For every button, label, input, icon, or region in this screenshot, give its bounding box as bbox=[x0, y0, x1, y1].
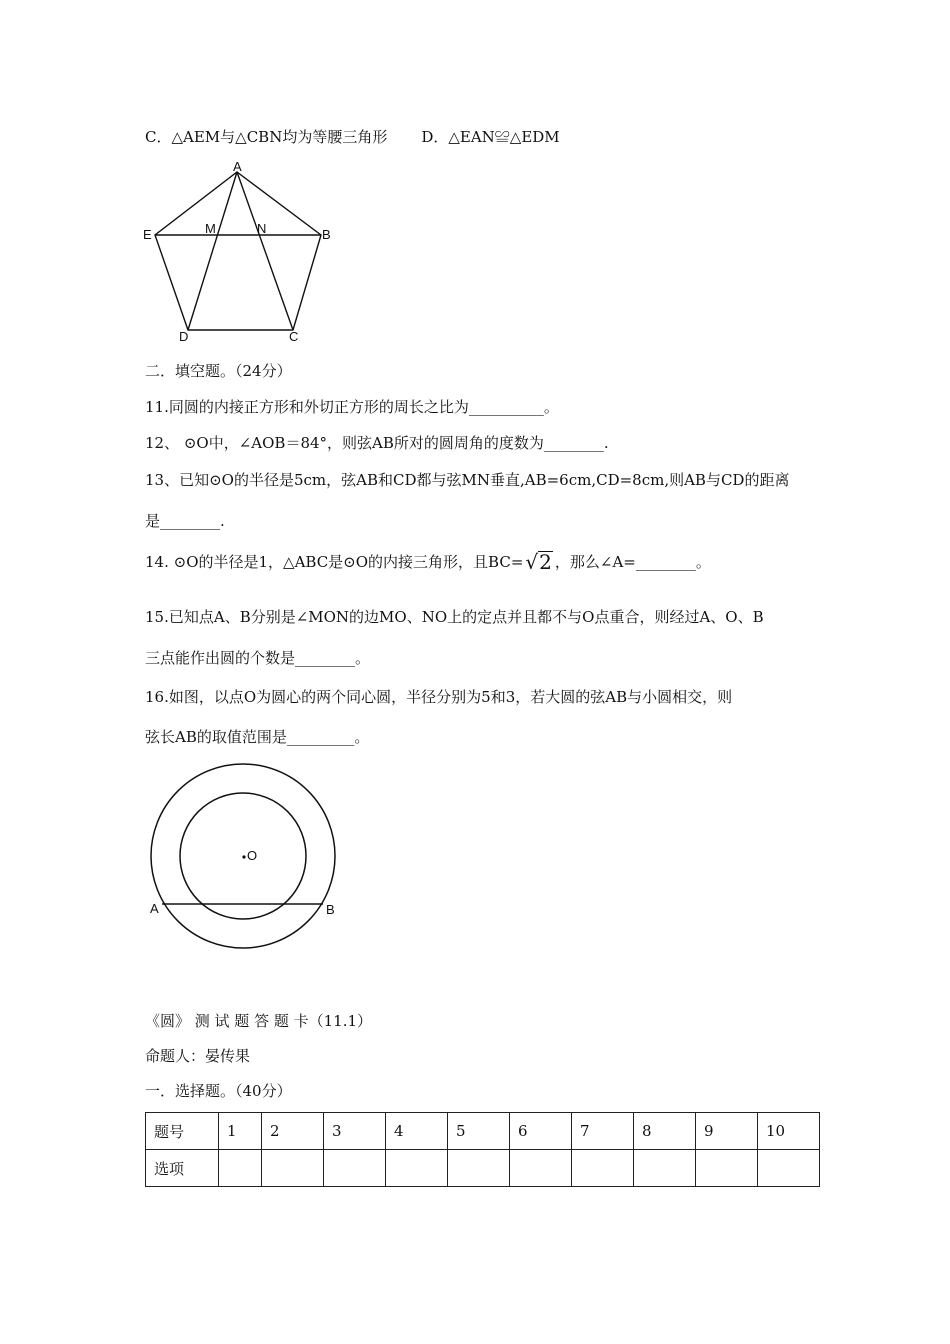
table-cell-number: 10 bbox=[758, 1113, 820, 1150]
question-12: 12、 ⊙O中，∠AOB＝84°，则弦AB所对的圆周角的度数为________. bbox=[145, 434, 609, 452]
table-cell-number: 5 bbox=[448, 1113, 510, 1150]
label-d: D bbox=[179, 329, 189, 344]
answer-cell[interactable] bbox=[448, 1150, 510, 1187]
table-cell-number: 7 bbox=[572, 1113, 634, 1150]
author-line: 命题人：晏传果 bbox=[145, 1047, 251, 1065]
answer-cell[interactable] bbox=[219, 1150, 262, 1187]
question-14-text: 14. ⊙O的半径是1，△ABC是⊙O的内接三角形，且BC= bbox=[145, 553, 524, 571]
table-header-number: 题号 bbox=[146, 1113, 219, 1150]
label-o: O bbox=[247, 848, 258, 863]
label-m: M bbox=[205, 221, 216, 236]
table-cell-number: 1 bbox=[219, 1113, 262, 1150]
segment-ac bbox=[237, 172, 293, 330]
question-15-line1: 15.已知点A、B分别是∠MON的边MO、NO上的定点并且都不与O点重合，则经过A、O、B bbox=[145, 608, 764, 626]
pentagon-outline bbox=[155, 172, 321, 330]
label-a: A bbox=[233, 160, 242, 174]
answer-cell[interactable] bbox=[696, 1150, 758, 1187]
pentagon-figure bbox=[140, 160, 340, 345]
answer-cell[interactable] bbox=[324, 1150, 386, 1187]
label-b: B bbox=[322, 227, 331, 242]
table-cell-number: 3 bbox=[324, 1113, 386, 1150]
table-cell-number: 9 bbox=[696, 1113, 758, 1150]
question-14 bbox=[145, 549, 711, 572]
option-d: D．△EAN≌△EDM bbox=[421, 128, 560, 146]
table-header-answer: 选项 bbox=[146, 1150, 219, 1187]
answer-cell[interactable] bbox=[572, 1150, 634, 1187]
segment-ad bbox=[188, 172, 237, 330]
concentric-circles-figure bbox=[140, 762, 350, 962]
question-15-line2: 三点能作出圆的个数是________。 bbox=[145, 649, 371, 667]
question-13-line1: 13、已知⊙O的半径是5cm，弦AB和CD都与弦MN垂直,AB=6cm,CD=8cm,则AB与CD的距离 bbox=[145, 471, 790, 489]
answer-table bbox=[145, 1112, 820, 1187]
answer-cell[interactable] bbox=[386, 1150, 448, 1187]
answer-cell[interactable] bbox=[262, 1150, 324, 1187]
answer-cell[interactable] bbox=[634, 1150, 696, 1187]
table-row-numbers bbox=[146, 1113, 820, 1150]
label-a-circle: A bbox=[150, 901, 159, 916]
section1-heading: 一．选择题。（40分） bbox=[145, 1082, 292, 1100]
question-16-line2: 弦长AB的取值范围是_________。 bbox=[145, 728, 370, 746]
table-cell-number: 4 bbox=[386, 1113, 448, 1150]
label-n: N bbox=[257, 221, 267, 236]
section2-heading: 二．填空题。（24分） bbox=[145, 362, 292, 380]
table-row-answers bbox=[146, 1150, 820, 1187]
option-c-line bbox=[145, 127, 560, 147]
answer-card-title: 《圆》 测 试 题 答 题 卡（11.1） bbox=[145, 1012, 373, 1030]
sqrt-expression: √2 bbox=[525, 550, 552, 574]
question-14-tail: ，那么∠A=________。 bbox=[554, 553, 711, 571]
question-11: 11.同圆的内接正方形和外切正方形的周长之比为__________。 bbox=[145, 398, 559, 416]
answer-cell[interactable] bbox=[758, 1150, 820, 1187]
label-e: E bbox=[143, 227, 152, 242]
question-16-line1: 16.如图，以点O为圆心的两个同心圆，半径分别为5和3，若大圆的弦AB与小圆相交，则 bbox=[145, 688, 733, 706]
option-c: C．△AEM与△CBN均为等腰三角形 bbox=[145, 128, 388, 146]
table-cell-number: 2 bbox=[262, 1113, 324, 1150]
label-b-circle: B bbox=[326, 902, 335, 917]
label-c: C bbox=[289, 329, 299, 344]
question-13-line2: 是________. bbox=[145, 512, 225, 530]
answer-cell[interactable] bbox=[510, 1150, 572, 1187]
center-dot bbox=[242, 855, 245, 858]
table-cell-number: 8 bbox=[634, 1113, 696, 1150]
sqrt-radicand: 2 bbox=[539, 550, 552, 574]
table-cell-number: 6 bbox=[510, 1113, 572, 1150]
